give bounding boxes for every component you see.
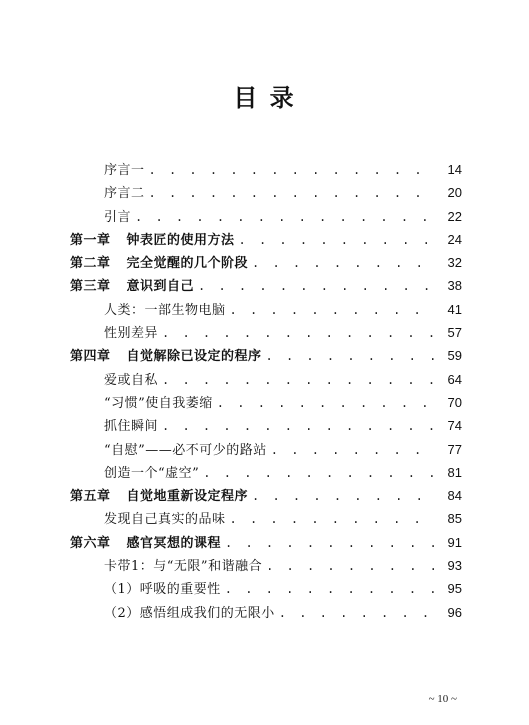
section-title: 人类：一部生物电脑 bbox=[104, 302, 226, 318]
chapter-number: 第二章 bbox=[70, 256, 111, 272]
toc-page-number: 64 bbox=[447, 371, 462, 387]
toc-entry-row[interactable] bbox=[70, 461, 462, 484]
dot-leader bbox=[203, 462, 434, 485]
chapter-number: 第五章 bbox=[70, 489, 111, 505]
dot-leader bbox=[239, 229, 434, 252]
chapter-title: 感官冥想的课程 bbox=[126, 535, 222, 551]
toc-page-number: 74 bbox=[447, 418, 462, 434]
section-title: 序言二 bbox=[104, 186, 145, 202]
toc-entry-row[interactable] bbox=[70, 391, 462, 414]
dot-leader bbox=[230, 299, 434, 322]
toc-page-number: 24 bbox=[447, 231, 462, 247]
toc-entry-label bbox=[70, 485, 248, 508]
toc-page-number: 84 bbox=[447, 488, 462, 504]
toc-entry-row[interactable] bbox=[70, 181, 462, 204]
section-title: 性别差异 bbox=[104, 326, 159, 342]
toc-chapter-row[interactable] bbox=[70, 531, 462, 554]
dot-leader bbox=[217, 392, 434, 415]
toc-entry-label bbox=[70, 602, 275, 625]
toc-entry-label bbox=[70, 159, 145, 182]
toc-page-number: 20 bbox=[447, 185, 462, 201]
section-title: “习惯”使自我萎缩 bbox=[104, 395, 213, 411]
section-title: 序言一 bbox=[104, 163, 145, 178]
dot-leader bbox=[252, 252, 434, 275]
toc-page-number: 93 bbox=[447, 558, 462, 574]
toc-page-number: 96 bbox=[447, 604, 462, 620]
chapter-number: 第一章 bbox=[70, 232, 111, 248]
dot-leader bbox=[271, 439, 434, 462]
toc-chapter-row[interactable] bbox=[70, 228, 462, 251]
chapter-title: 自觉解除已设定的程序 bbox=[126, 349, 262, 365]
toc-entry-row[interactable] bbox=[70, 554, 462, 577]
dot-leader bbox=[266, 345, 434, 368]
dot-leader bbox=[225, 532, 434, 555]
dot-leader bbox=[279, 602, 434, 625]
dot-leader bbox=[225, 578, 434, 601]
toc-entry-row[interactable] bbox=[70, 321, 462, 344]
dot-leader bbox=[162, 322, 434, 345]
toc-entry-label bbox=[70, 369, 158, 392]
toc-entry-label bbox=[70, 345, 262, 368]
toc-chapter-row[interactable] bbox=[70, 484, 462, 507]
chapter-number: 第四章 bbox=[70, 349, 111, 365]
dot-leader bbox=[198, 275, 434, 298]
section-title: 卡带1：与“无限”和谐融合 bbox=[104, 559, 263, 575]
toc-entry-row[interactable] bbox=[70, 577, 462, 600]
toc-entry-label bbox=[70, 252, 248, 275]
chapter-title: 自觉地重新设定程序 bbox=[126, 489, 249, 505]
toc-page-number: 91 bbox=[447, 534, 462, 550]
table-of-contents bbox=[70, 158, 462, 624]
dot-leader bbox=[230, 508, 434, 531]
toc-chapter-row[interactable] bbox=[70, 251, 462, 274]
toc-entry-row[interactable] bbox=[70, 158, 462, 181]
toc-page-number: 81 bbox=[447, 464, 462, 480]
dot-leader bbox=[149, 159, 434, 182]
page-title: 目 录 bbox=[233, 84, 296, 112]
toc-entry-label bbox=[70, 462, 199, 485]
toc-entry-label bbox=[70, 392, 213, 415]
chapter-number: 第六章 bbox=[70, 535, 111, 551]
toc-chapter-row[interactable] bbox=[70, 274, 462, 297]
toc-entry-row[interactable] bbox=[70, 438, 462, 461]
toc-page-number: 77 bbox=[447, 441, 462, 457]
toc-page-number: 22 bbox=[447, 208, 462, 224]
toc-entry-label bbox=[70, 182, 145, 205]
toc-page-number: 38 bbox=[447, 278, 462, 294]
toc-entry-label bbox=[70, 229, 235, 252]
chapter-title: 钟表匠的使用方法 bbox=[126, 232, 235, 248]
toc-page-number: 95 bbox=[447, 581, 462, 597]
section-title: （1）呼吸的重要性 bbox=[104, 582, 221, 598]
toc-page-number: 85 bbox=[447, 511, 462, 527]
chapter-title: 完全觉醒的几个阶段 bbox=[126, 256, 249, 272]
dot-leader bbox=[252, 485, 434, 508]
toc-entry-row[interactable] bbox=[70, 414, 462, 437]
dot-leader bbox=[162, 415, 434, 438]
section-title: 抓住瞬间 bbox=[104, 419, 159, 435]
dot-leader bbox=[266, 555, 434, 578]
section-title: （2）感悟组成我们的无限小 bbox=[104, 605, 275, 621]
toc-entry-label bbox=[70, 322, 158, 345]
toc-entry-label bbox=[70, 275, 194, 298]
toc-entry-row[interactable] bbox=[70, 298, 462, 321]
chapter-number: 第三章 bbox=[70, 279, 111, 295]
chapter-title: 意识到自己 bbox=[126, 279, 195, 295]
toc-chapter-row[interactable] bbox=[70, 344, 462, 367]
toc-entry-label bbox=[70, 555, 262, 578]
toc-entry-label bbox=[70, 578, 221, 601]
dot-leader bbox=[135, 206, 434, 229]
toc-entry-label bbox=[70, 299, 226, 322]
section-title: 创造一个“虚空” bbox=[104, 465, 200, 481]
toc-entry-label bbox=[70, 508, 226, 531]
toc-entry-label bbox=[70, 439, 267, 462]
toc-entry-row[interactable] bbox=[70, 601, 462, 624]
section-title: 爱或自私 bbox=[104, 372, 159, 388]
toc-page-number: 57 bbox=[447, 325, 462, 341]
section-title: 发现自己真实的品味 bbox=[104, 512, 226, 528]
toc-page-number: 14 bbox=[447, 162, 462, 177]
toc-entry-row[interactable] bbox=[70, 507, 462, 530]
toc-entry-row[interactable] bbox=[70, 368, 462, 391]
page-number: ~ 10 ~ bbox=[428, 693, 457, 705]
toc-entry-label bbox=[70, 415, 158, 438]
dot-leader bbox=[149, 182, 434, 205]
toc-page-number: 59 bbox=[447, 348, 462, 364]
toc-page-number: 70 bbox=[447, 394, 462, 410]
toc-entry-row[interactable] bbox=[70, 205, 462, 228]
toc-entry-label bbox=[70, 532, 221, 555]
dot-leader bbox=[162, 369, 434, 392]
toc-page-number: 41 bbox=[447, 301, 462, 317]
toc-entry-label bbox=[70, 206, 131, 229]
section-title: 引言 bbox=[104, 209, 132, 225]
toc-page-number: 32 bbox=[447, 255, 462, 271]
section-title: “自慰”——必不可少的路站 bbox=[104, 442, 267, 458]
